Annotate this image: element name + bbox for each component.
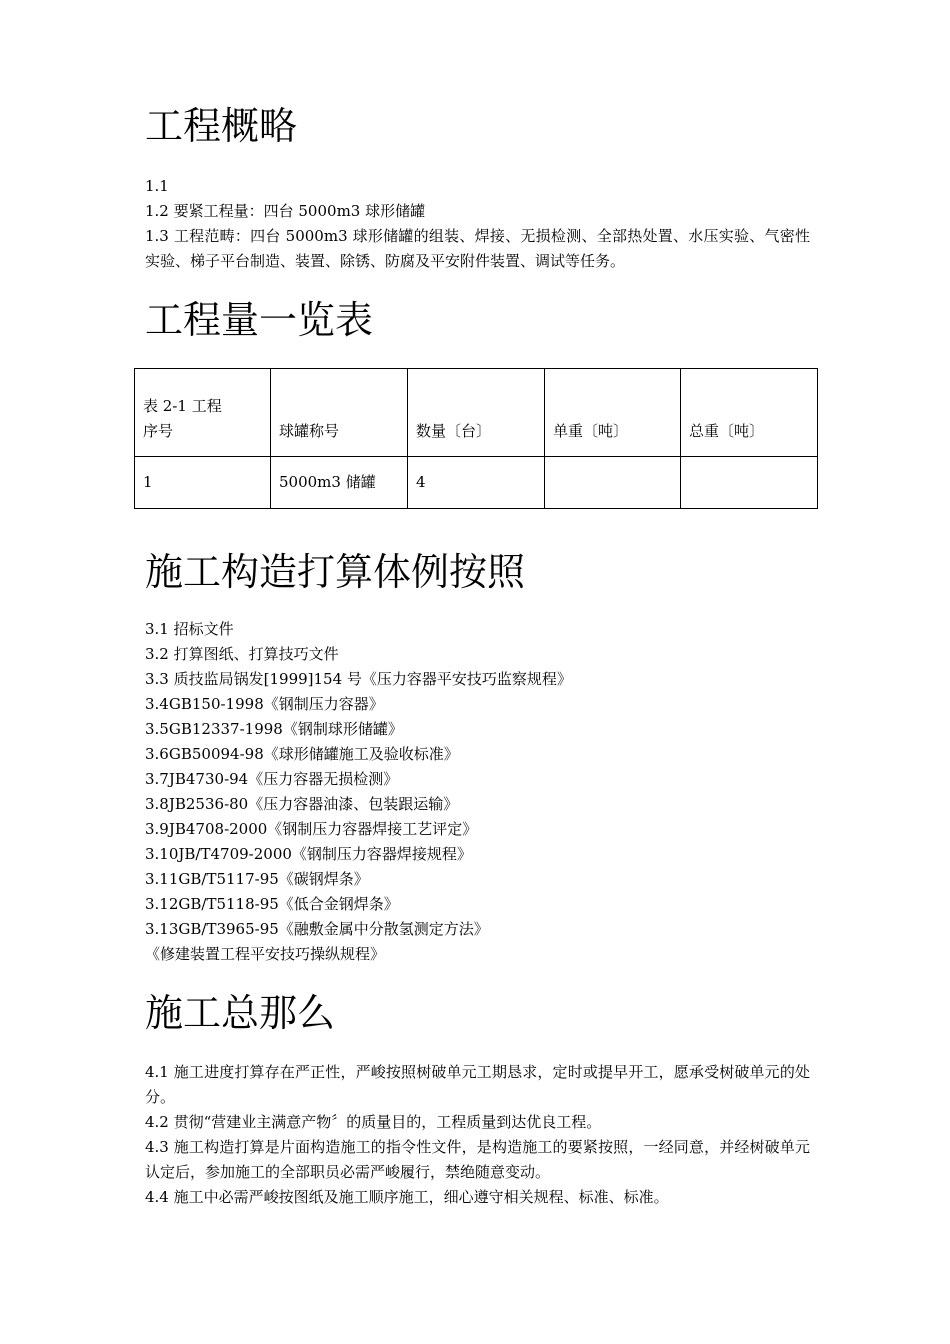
list-item: 3.3 质技监局锅发[1999]154 号《压力容器平安技巧监察规程》 (145, 670, 572, 688)
paragraph: 1.2 要紧工程量：四台 5000m3 球形储罐 (145, 202, 426, 220)
table-header-row (135, 369, 818, 457)
table-cell (681, 457, 818, 509)
column-header-quantity: 数量〔台〕 (408, 369, 545, 457)
column-header-tank-name: 球罐称号 (271, 369, 408, 457)
paragraph: 4.1 施工进度打算存在严正性，严峻按照树破单元工期恳求，定时或提早开工，愿承受树破单元的处分。 (145, 1063, 810, 1106)
column-header-total-weight: 总重〔吨〕 (681, 369, 818, 457)
list-item: 3.8JB2536-80《压力容器油漆、包装跟运输》 (145, 795, 459, 813)
paragraph: 4.4 施工中必需严峻按图纸及施工顺序施工，细心遵守相关规程、标准、标准。 (145, 1188, 669, 1206)
column-header-unit-weight: 单重〔吨〕 (545, 369, 681, 457)
table-cell: 1 (135, 457, 271, 509)
list-item: 3.12GB/T5118-95《低合金钢焊条》 (145, 895, 399, 913)
quantity-table (134, 368, 818, 509)
list-item: 3.6GB50094-98《球形储罐施工及验收标准》 (145, 745, 459, 763)
list-item: 3.1 招标文件 (145, 620, 234, 638)
principles-body (145, 1060, 810, 1210)
section-heading-quantity-table: 工程量一览表 (145, 298, 374, 342)
table-row (135, 457, 818, 509)
section-heading-overview: 工程概略 (145, 104, 298, 148)
list-item: 《修建装置工程平安技巧操纵规程》 (145, 945, 386, 963)
column-header-index: 序号 (143, 422, 174, 440)
list-item: 3.4GB150-1998《钢制压力容器》 (145, 695, 384, 713)
section-heading-general-principles: 施工总那么 (145, 991, 336, 1035)
table-caption: 表 2-1 工程 (143, 397, 222, 415)
paragraph: 1.3 工程范畴：四台 5000m3 球形储罐的组装、焊接、无损检测、全部热处置、水压实验、气密性实验、梯子平台制造、装置、除锈、防腐及平安附件装置、调试等任务。 (145, 227, 810, 270)
list-item: 3.13GB/T3965-95《融敷金属中分散氢测定方法》 (145, 920, 489, 938)
list-item: 3.5GB12337-1998《钢制球形储罐》 (145, 720, 403, 738)
paragraph: 4.3 施工构造打算是片面构造施工的指令性文件，是构造施工的要紧按照，一经同意，并经树破单元认定后，参加施工的全部职员必需严峻履行，禁绝随意变动。 (145, 1138, 810, 1181)
list-item: 3.9JB4708-2000《钢制压力容器焊接工艺评定》 (145, 820, 478, 838)
table-cell: 4 (408, 457, 545, 509)
table-cell (545, 457, 681, 509)
list-item: 3.10JB/T4709-2000《钢制压力容器焊接规程》 (145, 845, 472, 863)
list-item: 3.7JB4730-94《压力容器无损检测》 (145, 770, 399, 788)
list-item: 3.11GB/T5117-95《碳钢焊条》 (145, 870, 369, 888)
list-item: 3.2 打算图纸、打算技巧文件 (145, 645, 339, 663)
basis-body (145, 617, 810, 967)
table-header-cell (135, 369, 271, 457)
section-heading-basis: 施工构造打算体例按照 (145, 550, 526, 594)
paragraph: 1.1 (145, 177, 169, 195)
overview-body (145, 174, 810, 274)
paragraph: 4.2 贯彻“营建业主满意产物〞的质量目的，工程质量到达优良工程。 (145, 1113, 602, 1131)
table-cell: 5000m3 储罐 (271, 457, 408, 509)
